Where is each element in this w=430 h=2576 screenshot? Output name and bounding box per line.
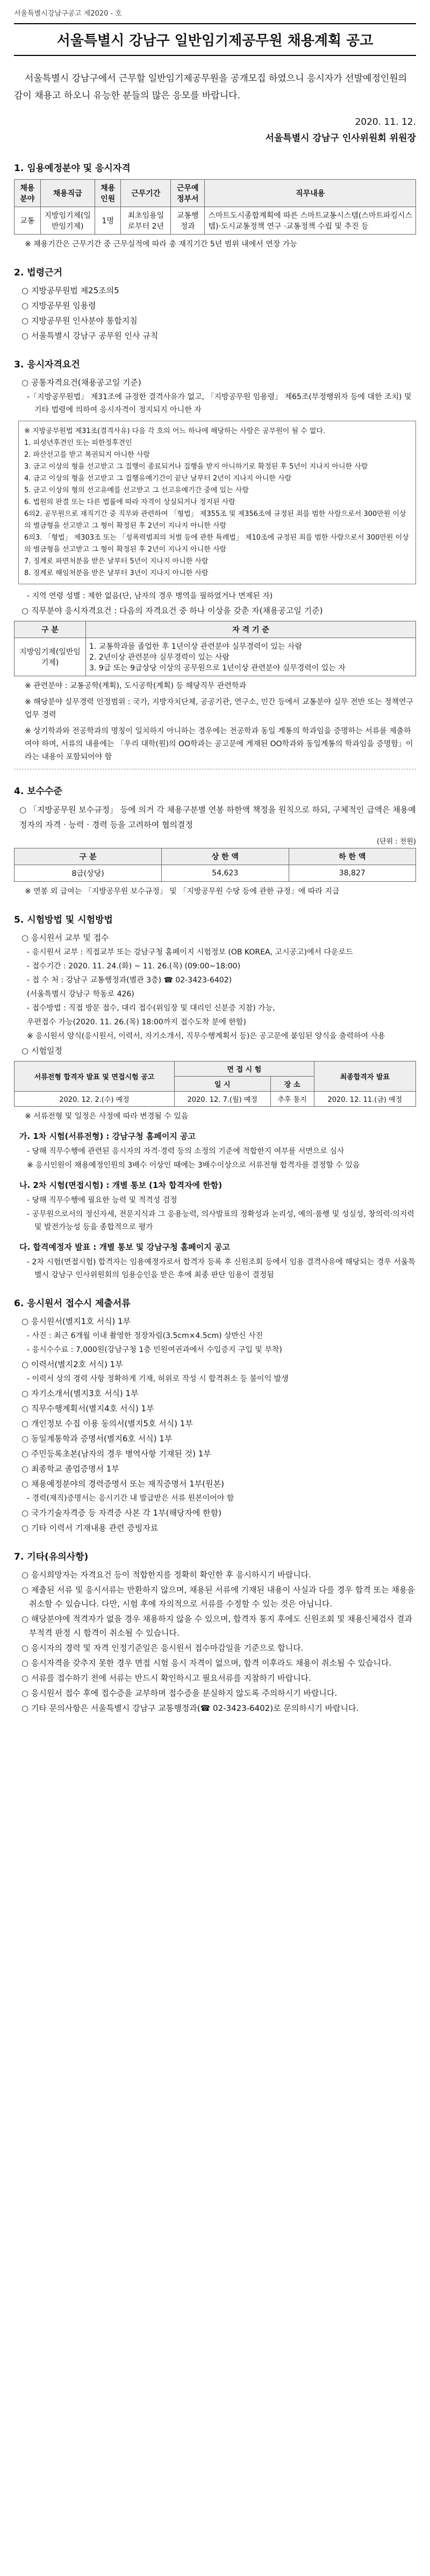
table-header: 채용분야: [15, 180, 41, 207]
list-item: ○ 자기소개서(별지3호 서식) 1부: [22, 1389, 139, 1398]
list-item: ○ 채용예정분야의 경력증명서 또는 재직증명서 1부(원본): [22, 1479, 224, 1489]
list-item: ○ 서울특별시 강남구 공무원 인사 규칙: [22, 331, 159, 341]
table-cell: 추후 통지: [270, 1092, 314, 1107]
qualification-table: [14, 621, 416, 676]
table-cell: 최초임용일로부터 2년: [121, 207, 171, 235]
section-3-note: ※ 관련분야 : 교통공학(계획), 도시공학(계획) 등 해당직무 관련학과: [25, 682, 246, 690]
section-4-title: 4. 보수수준: [14, 786, 62, 797]
table-cell: 지방임기제(일반임기제): [15, 638, 86, 676]
list-item: ○ 최종학교 졸업증명서 1부: [22, 1464, 119, 1474]
table-cell: 2020. 12. 2.(수) 예정: [15, 1092, 175, 1107]
table-cell: 교통: [15, 207, 41, 235]
list-item: ○ 응시자격을 갖추지 못한 경우 면접 시험 응시 자격이 없으며, 합격 이후라도 채용이 취소될 수 있습니다.: [22, 1658, 392, 1668]
signer: 서울특별시 강남구 인사위원회 위원장: [265, 133, 416, 144]
list-item: - 접수방법 : 직접 방문 접수, 대리 접수(위임장 및 대리인 신분증 지참) 가능,: [27, 1004, 275, 1013]
table-header: 상 한 액: [162, 848, 289, 865]
box-line: 5. 금고 이상의 형의 선고유예를 선고받고 그 선고유예기간 중에 있는 사람: [24, 486, 249, 494]
unit-label: (단위 : 천원): [376, 838, 416, 846]
list-item: - 접수기간 : 2020. 11. 24.(화) ~ 11. 26.(목) (09:00~18:00): [27, 962, 241, 971]
table-header: 자 격 기 준: [86, 621, 416, 638]
list-item: ※ 응시원서 양식(응시원서, 이력서, 자기소개서, 직무수행계획서 등)은 공고문에 붙임된 양식을 출력하여 사용: [27, 1032, 385, 1041]
table-header: 구 분: [15, 621, 86, 638]
criteria-line: 3. 9급 또는 9급상당 이상의 공무원으로 1년이상 관련분야 실무경력이 있는 자: [89, 664, 346, 673]
list-item: ○ 응시원서(별지1호 서식) 1부: [22, 1317, 131, 1326]
table-header: 서류전형 합격자 발표 및 면접시험 공고: [15, 1061, 175, 1092]
section-4-text: ○ 「지방공무원 보수규정」 등에 의거 각 채용구분별 연봉 하한액 책정을 원칙으로 하되, 구체적인 급액은 채용예정자의 자격 · 능력 · 경력 등을 고려하여 협의결정: [19, 805, 416, 830]
table-cell: 1명: [95, 207, 121, 235]
table-header: 근무예정부서: [171, 180, 205, 207]
list-item: - 당해 직무수행에 필요한 능력 및 적격성 검정: [27, 1196, 177, 1205]
section-3-title: 3. 응시자격요건: [14, 359, 80, 370]
page-title: 서울특별시 강남구 일반임기제공무원 채용계획 공고: [14, 23, 416, 56]
list-item: ○ 지방공무원 인사분야 통합지침: [22, 316, 138, 325]
table-header: 채용인원: [95, 180, 121, 207]
list-item: - 사진 : 최근 6개월 이내 촬영한 정장차림(3.5cm×4.5cm) 상반신 사진: [27, 1332, 263, 1340]
criteria-line: 1. 교통학과를 졸업한 후 1년이상 관련분야 실무경력이 있는 사람: [89, 642, 302, 651]
intro-text: 서울특별시 강남구에서 근무할 일반임기제공무원을 공개모집 하였으니 응시자가 선발예정인원의 감이 채용고 하오니 유능한 분들의 많은 응모를 바랍니다.: [14, 73, 407, 101]
box-line: 1. 피성년후견인 또는 피한정후견인: [24, 439, 132, 447]
box-line: 6의2. 공무원으로 재직기간 중 직무와 관련하여 「형법」 제355조 및 제356조에 규정된 죄를 범한 사람으로서 300만원 이상의 벌금형을 선고받고 그 형이 확정된 후 2년이 지나지 아니한 사람: [24, 510, 406, 530]
list-item: - 응시원서 교부 : 직접교부 또는 강남구청 홈페이지 시험정보 (OB KOREA, 고시공고)에서 다운로드: [27, 948, 353, 957]
list-item: -「지방공무원법」 제31조에 규정한 결격사유가 없고, 「지방공무원 임용령」 제65조(부정행위자 등에 대한 조치) 및 기타 법령에 의하여 응시자격이 정지되지 아니한 자: [27, 393, 412, 414]
list-item: (서울특별시 강남구 학동로 426): [27, 990, 134, 999]
box-line: 2. 파산선고를 받고 복권되지 아니한 사람: [24, 451, 150, 459]
table-cell: 지방임기제(일반임기제): [40, 207, 95, 235]
list-item: ○ 응시원서 교부 및 접수: [22, 933, 109, 943]
list-item: - 이력서 상의 경력 사항 정확하게 기재, 허위로 작성 시 합격취소 등 불이익 발생: [27, 1375, 289, 1383]
list-item: - 경력(재직)증명서는 응시기간 내 발급받은 서류 원본이어야 함: [27, 1494, 234, 1503]
notice-date: 2020. 11. 12.: [355, 117, 416, 128]
box-line: 3. 금고 이상의 형을 선고받고 그 집행이 종료되거나 집행을 받지 아니하기로 확정된 후 5년이 지나지 아니한 사람: [24, 463, 368, 471]
table-row: [15, 207, 416, 235]
box-line: 6의3. 「형법」 제303조 또는 「성폭력범죄의 처벌 등에 관한 특례법」 제10조에 규정된 죄를 범한 사람으로서 300만원 이상의 벌금형을 선고받고 그 형이 확정된 후 2년이 지나지 아니한 사람: [24, 534, 409, 554]
list-item: ○ 직무수행계획서(별지4호 서식) 1부: [22, 1404, 154, 1413]
table-cell: 54,623: [162, 865, 289, 882]
table-header: 하 한 액: [289, 848, 415, 865]
section-2-title: 2. 법령근거: [14, 267, 62, 278]
table-cell: 교통행정과: [171, 207, 205, 235]
section-5-note: ※ 서류전형 및 일정은 사정에 따라 변경될 수 있음: [25, 1112, 189, 1121]
table-header-row: [15, 848, 416, 865]
table-cell: 2020. 12. 7.(월) 예정: [174, 1092, 270, 1107]
list-item: - 2차 시험(면접시험) 합격자는 임용예정자로서 합격자 등록 후 신원조회 등에서 임용 결격사유에 해당되는 경우 서울특별시 강남구 인사위원회의 임용승인을 받은 후에 최종 판단 임용이 결정됨: [27, 1258, 415, 1279]
section-6-title: 6. 응시원서 접수시 제출서류: [14, 1298, 131, 1309]
list-item: ○ 주민등록초본(남자의 경우 병역사항 기재된 것) 1부: [22, 1449, 211, 1459]
table-header: 근무기간: [121, 180, 171, 207]
list-item: ○ 동일계통학과 증명서(별지6호 서식) 1부: [22, 1434, 173, 1443]
table-cell: 스마트도시종합계획에 따른 스마트교통시스템(스마트파킹시스템)·도시교통정책 연구 ·교통정책 수립 및 추진 등: [205, 207, 416, 235]
box-line: ※ 지방공무원법 제31조(결격사유) 다음 각 호의 어느 하나에 해당하는 사람은 공무원이 될 수 없다.: [24, 427, 326, 435]
list-item: ○ 직무분야 응시자격요건 : 다음의 자격요건 중 하나 이상을 갖춘 자(채용공고일 기준): [22, 606, 323, 615]
list-item: ○ 서류를 접수하기 전에 서류는 반드시 확인하시고 필요서류를 지참하기 바랍니다.: [22, 1673, 311, 1683]
table-header: 구 분: [15, 848, 162, 865]
list-item: ○ 응시자의 경력 및 자격 인정기준일은 응시원서 접수마감일을 기준으로 합니다.: [22, 1643, 304, 1653]
box-line: 8. 징계로 해임처분을 받은 날부터 3년이 지나지 아니한 사람: [24, 569, 209, 577]
list-item: ※ 응시인원이 채용예정인원의 3배수 이상인 때에는 3배수이상으로 서류전형 합격자를 결정할 수 있음: [27, 1161, 360, 1170]
list-item: - 공무원으로서의 정신자세, 전문지식과 그 응용능력, 의사발표의 정확성과 논리성, 예의·품행 및 성실성, 창의력·의지력 및 발전가능성 등을 종합적으로 평가: [27, 1210, 414, 1232]
list-item: ○ 기타 이력서 기재내용 관련 증빙자료: [22, 1523, 159, 1533]
table-cell: 8급(상당): [15, 865, 162, 882]
box-line: 7. 징계로 파면처분을 받은 날부터 5년이 지나지 아니한 사람: [24, 557, 209, 565]
table-header: 채용직급: [40, 180, 95, 207]
list-item: - 접 수 처 : 강남구 교통행정과(별관 3층) ☎ 02-3423-6402): [27, 976, 232, 985]
box-line: 6. 법원의 판결 또는 다른 법률에 따라 자격이 상실되거나 정지된 사람: [24, 498, 235, 506]
section-3-note: ※ 해당분야 실무경력 인정범위 : 국가, 지방자치단체, 공공기관, 연구소, 민간 등에서 교통분야 실무 전반 또는 정책연구 업무 경력: [25, 698, 414, 719]
table-cell: 38,827: [289, 865, 415, 882]
stage-1-title: 가. 1차 시험(서류전형) : 강남구청 홈페이지 공고: [19, 1131, 196, 1141]
list-item: ○ 공통자격요건(채용공고일 기준): [22, 378, 141, 387]
table-header-row: [15, 180, 416, 207]
section-3-note: ※ 상기학과와 전공학과의 명칭이 일치하지 아니하는 경우에는 전공학과 동일 계통의 학과임을 증명하는 서류를 제출하여야 하며, 서류의 내용에는 「우리 대학(원)의 OO학과는 공고문에 게재된 OO학과와 동일계통의 학과임을 증명함」이라는 내용이 포함되어야 함: [25, 727, 413, 761]
table-cell: 2020. 12. 11.(금) 예정: [314, 1092, 415, 1107]
list-item: - 응시수수료 : 7,000원(강남구청 1층 민원여권과에서 수입증지 구입 및 부착): [27, 1346, 282, 1354]
table-row: [15, 638, 416, 676]
list-item: ○ 개인정보 수집 이용 동의서(별지5호 서식) 1부: [22, 1419, 193, 1428]
stage-3-title: 다. 합격예정자 발표 : 개별 통보 및 강남구청 홈페이지 공고: [19, 1242, 230, 1252]
box-line: 4. 금고 이상의 형을 선고받고 그 집행유예기간이 끝난 날부터 2년이 지나지 아니한 사람: [24, 475, 292, 483]
table-header-row: [15, 1061, 416, 1077]
section-7-title: 7. 기타(유의사항): [14, 1552, 89, 1562]
list-item: ○ 제출된 서류 및 응시서류는 반환하지 않으며, 채용된 서류에 기재된 내용이 사실과 다를 경우 합격 또는 채용을 취소할 수 있습니다. 다만, 시험 후에 자의적으로 서류를 수정할 수 있는 것은 아닙니다.: [22, 1585, 415, 1609]
section-4-note: ※ 연봉 외 급여는 「지방공무원 보수규정」 및 「지방공무원 수당 등에 관한 규정」에 따라 지급: [25, 887, 340, 896]
list-item: - 지역 연령 성별 : 제한 없음(단, 남자의 경우 병역을 필하였거나 면제된 자): [27, 592, 273, 600]
disqualification-box: [18, 421, 416, 584]
criteria-line: 2. 2년이상 관련분야 실무경력이 있는 사람: [89, 653, 230, 662]
list-item: ○ 해당분야에 적격자가 없을 경우 채용하지 않을 수 있으며, 합격자 통지 후에도 신원조회 및 채용신체검사 결과 부적격 판정 시 합격이 취소될 수 있습니다.: [22, 1614, 412, 1638]
list-item: ○ 지방공무원 임용령: [22, 301, 96, 310]
list-item: ○ 지방공무원법 제25조의5: [22, 286, 119, 295]
list-item: 우편접수 가능(2020. 11. 26.(목) 18:00까지 접수도착 분에 한함): [27, 1018, 246, 1027]
table-header: 면 접 시 험: [174, 1061, 314, 1077]
table-header: 직무내용: [205, 180, 416, 207]
table-cell: [86, 638, 416, 676]
table-row: [15, 1092, 416, 1107]
notice-number: 서울특별시강남구공고 제2020 - 호: [14, 10, 122, 18]
table-header: 장 소: [270, 1077, 314, 1092]
section-5-title: 5. 시험방법 및 시험방법: [14, 915, 113, 925]
list-item: ○ 기타 문의사항은 서울특별시 강남구 교통행정과(☎ 02-3423-6402)로 문의하시기 바랍니다.: [22, 1703, 359, 1713]
table-header: 최종합격자 발표: [314, 1061, 415, 1092]
list-item: ○ 응시희망자는 자격요건 등이 적합한지를 정확히 확인한 후 응시하시기 바랍니다.: [22, 1570, 311, 1580]
list-item: - 당해 직무수행에 관련된 응시자의 자격·경력 등의 소정의 기준에 적합한지 여부를 서면으로 심사: [27, 1147, 345, 1156]
stage-2-title: 나. 2차 시험(면접시험) : 개별 통보 (1차 합격자에 한함): [19, 1180, 223, 1190]
table-header-row: [15, 621, 416, 638]
list-item: ○ 응시원서 접수 후에 접수증을 교부하며 접수증을 분실하지 않도록 주의하시기 바랍니다.: [22, 1688, 338, 1698]
section-1-title: 1. 임용예정분야 및 응시자격: [14, 163, 131, 174]
section-1-note: ※ 채용기간은 근무기간 중 근무실적에 따라 총 재직기간 5년 범위 내에서 연장 가능: [25, 240, 297, 249]
position-table: [14, 179, 416, 235]
list-item: ○ 이력서(별지2호 서식) 1부: [22, 1360, 123, 1369]
table-row: [15, 865, 416, 882]
salary-table: [14, 848, 416, 882]
list-item: ○ 국가기술자격증 등 자격증 사본 각 1부(해당자에 한함): [22, 1508, 222, 1518]
schedule-table: [14, 1061, 416, 1107]
list-item: ○ 시험일정: [22, 1046, 62, 1056]
table-header: 일 시: [174, 1077, 270, 1092]
